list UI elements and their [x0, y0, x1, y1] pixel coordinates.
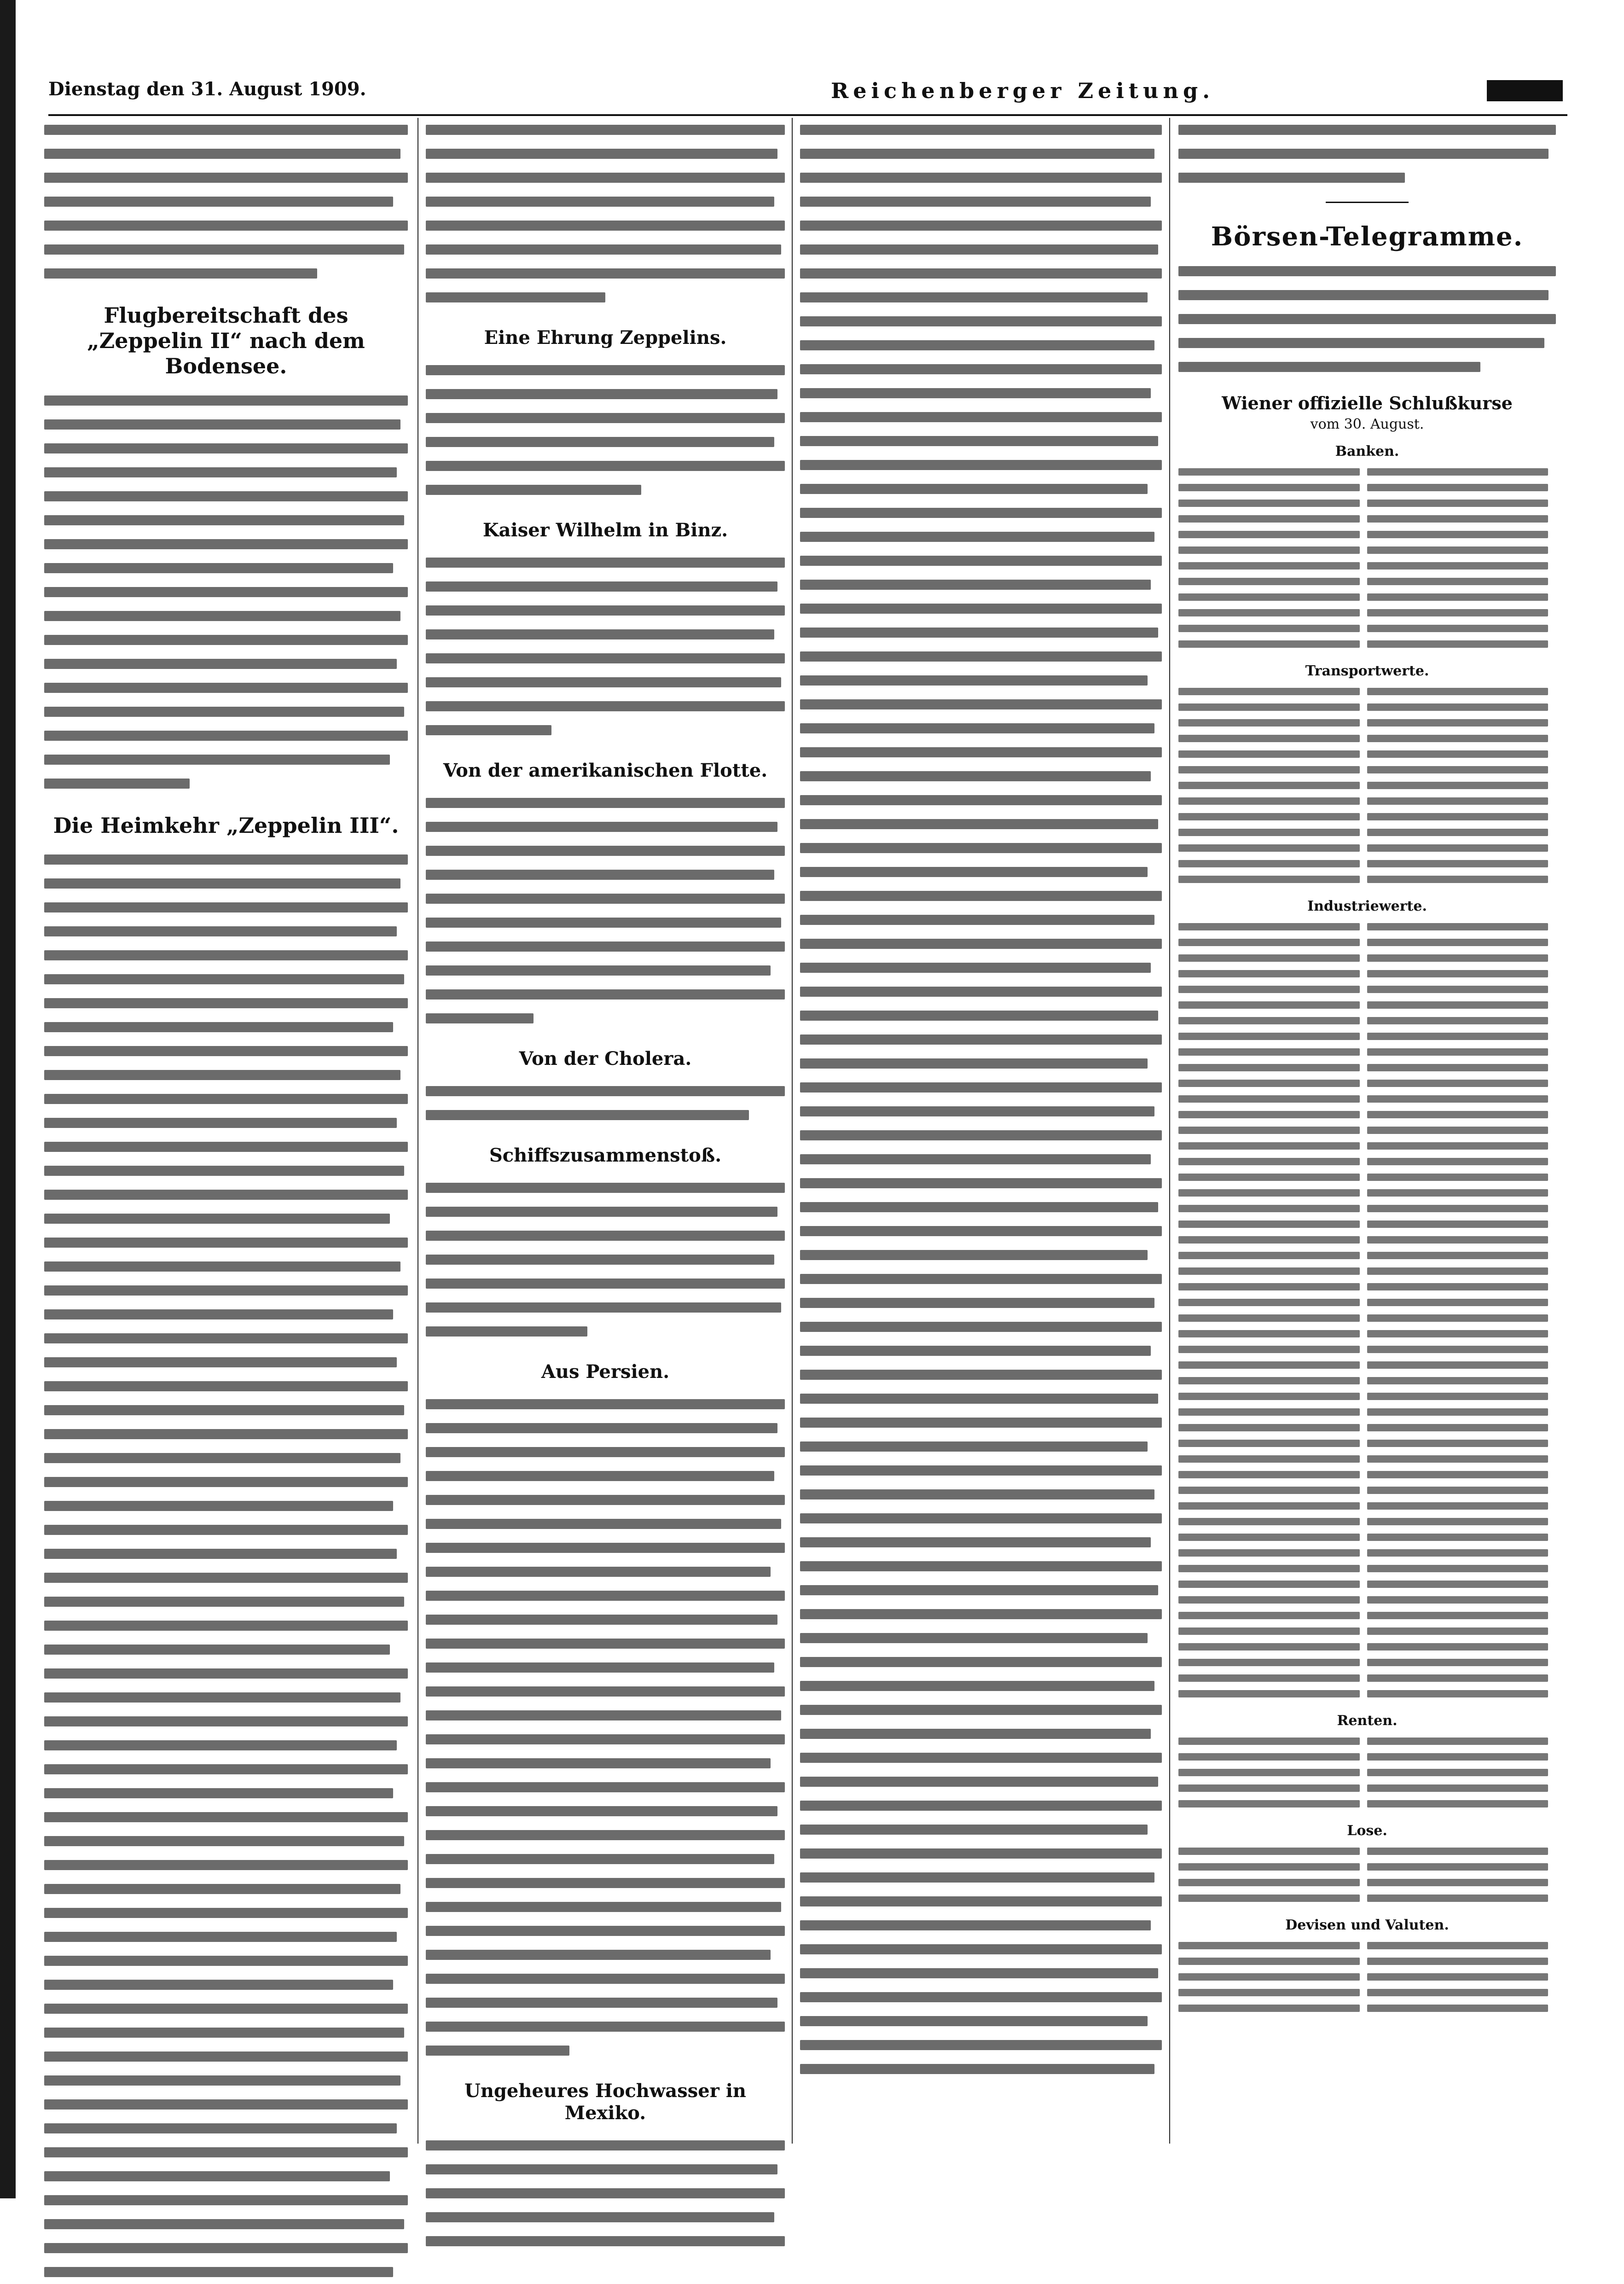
- article-body: [426, 358, 785, 502]
- market-group: Transportwerte.: [1305, 663, 1429, 679]
- article-body: [1178, 118, 1556, 190]
- article-body: [44, 389, 408, 796]
- headline: Aus Persien.: [541, 1361, 670, 1383]
- headline: Von der Cholera.: [519, 1048, 692, 1069]
- article-body: [426, 1079, 785, 1127]
- separator: [1326, 202, 1409, 203]
- market-table: [1178, 1843, 1556, 1906]
- article-body: [44, 848, 408, 2284]
- market-date: vom 30. August.: [1310, 416, 1424, 432]
- headline: Die Heimkehr „Zeppelin III“.: [53, 813, 399, 838]
- article-body: [426, 118, 785, 309]
- issue-date: Dienstag den 31. August 1909.: [48, 78, 366, 100]
- market-table: [1178, 1733, 1556, 1812]
- market-group: Industriewerte.: [1307, 898, 1427, 914]
- market-table: [1178, 464, 1556, 652]
- market-title: Börsen-Telegramme.: [1211, 221, 1524, 252]
- market-group: Lose.: [1347, 1823, 1387, 1839]
- article-body: [426, 1392, 785, 2063]
- headline: Flugbereitschaft des „Zeppelin II“ nach dem Bodensee.: [87, 303, 365, 379]
- market-table: [1178, 919, 1556, 1702]
- article-body: [800, 118, 1162, 2081]
- market-table: [1178, 684, 1556, 887]
- article-body: [44, 118, 408, 285]
- article-body: [426, 2133, 785, 2253]
- headline: Schiffszusammenstoß.: [489, 1145, 722, 1166]
- column-4: [1178, 118, 1556, 2016]
- paper-name: Reichenberger Zeitung.: [831, 78, 1215, 103]
- market-group: Renten.: [1337, 1713, 1398, 1729]
- headline: Von der amerikanischen Flotte.: [443, 760, 768, 781]
- market-group: Devisen und Valuten.: [1285, 1917, 1449, 1933]
- column-1: [44, 118, 408, 2284]
- article-body: [426, 1176, 785, 1343]
- market-subtitle: Wiener offizielle Schlußkurse: [1222, 393, 1513, 413]
- page-number-box: [1487, 80, 1563, 101]
- column-3: [800, 118, 1162, 2081]
- market-group: Banken.: [1335, 443, 1399, 459]
- article-body: [426, 551, 785, 742]
- masthead-rule: [48, 114, 1567, 116]
- headline: Ungeheures Hochwasser in Mexiko.: [464, 2080, 746, 2124]
- scan-edge: [0, 0, 16, 2198]
- market-intro: [1178, 259, 1556, 379]
- column-2: [426, 118, 785, 2253]
- article-body: [426, 791, 785, 1030]
- column-rule: [792, 118, 793, 2144]
- market-table: [1178, 1938, 1556, 2016]
- headline: Kaiser Wilhelm in Binz.: [482, 519, 728, 541]
- headline: Eine Ehrung Zeppelins.: [484, 327, 727, 349]
- column-rule: [1169, 118, 1170, 2144]
- masthead: [48, 78, 1567, 110]
